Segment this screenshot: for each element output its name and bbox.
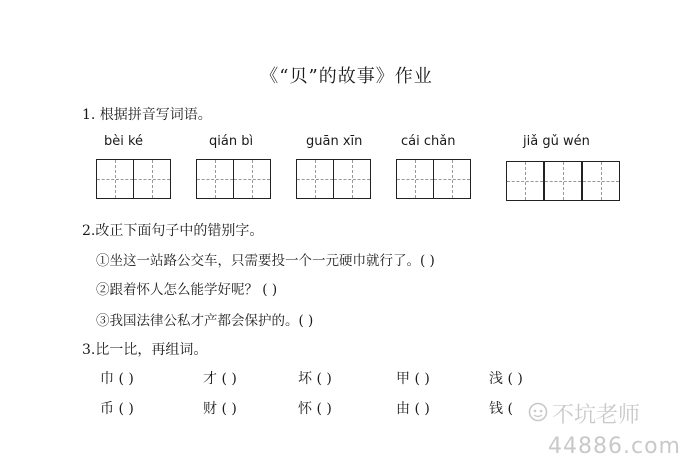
pinyin-1: bèi ké — [104, 134, 144, 149]
compare-word-8: 怀 ( ) — [298, 401, 332, 417]
sentence-3: ③我国法律公私才产都会保护的。( ) — [96, 313, 314, 329]
compare-word-1: 巾 ( ) — [100, 371, 134, 387]
compare-word-9: 由 ( ) — [396, 401, 430, 417]
grid-cell[interactable] — [296, 159, 334, 199]
compare-word-2: 才 ( ) — [203, 371, 237, 387]
grid-cell[interactable] — [582, 161, 620, 201]
watermark-line-2: 44886.com — [548, 434, 681, 459]
watermark-line-1: 不坑老师 — [552, 403, 641, 428]
compare-word-10: 钱 ( — [489, 401, 513, 417]
grid-cell[interactable] — [396, 159, 434, 199]
answer-grid-5[interactable] — [506, 161, 622, 201]
question-1-prompt: 1. 根据拼音写词语。 — [82, 107, 212, 123]
watermark-logo-icon — [528, 402, 548, 422]
compare-word-5: 浅 ( ) — [489, 371, 523, 387]
question-3-prompt: 3.比一比，再组词。 — [82, 342, 208, 358]
answer-grid-3[interactable] — [296, 159, 374, 199]
answer-grid-1[interactable] — [96, 159, 174, 199]
compare-word-4: 甲 ( ) — [396, 371, 430, 387]
page-title: 《“贝”的故事》作业 — [260, 66, 433, 87]
grid-cell[interactable] — [506, 161, 544, 201]
pinyin-4: cái chǎn — [401, 134, 456, 149]
grid-cell[interactable] — [233, 159, 271, 199]
question-2-prompt: 2.改正下面句子中的错别字。 — [82, 223, 264, 239]
grid-cell[interactable] — [333, 159, 371, 199]
pinyin-3: guān xīn — [306, 134, 363, 149]
grid-cell[interactable] — [433, 159, 471, 199]
compare-word-6: 币 ( ) — [100, 401, 134, 417]
compare-word-7: 财 ( ) — [203, 401, 237, 417]
sentence-1: ①坐这一站路公交车，只需要投一个一元硬巾就行了。( ) — [96, 253, 435, 269]
compare-word-3: 坏 ( ) — [298, 371, 332, 387]
pinyin-5: jiǎ gǔ wén — [523, 134, 590, 149]
grid-cell[interactable] — [196, 159, 234, 199]
grid-cell[interactable] — [544, 161, 582, 201]
answer-grid-2[interactable] — [196, 159, 274, 199]
grid-cell[interactable] — [96, 159, 134, 199]
sentence-2: ②跟着怀人怎么能学好呢？ ( ) — [96, 282, 278, 298]
answer-grid-4[interactable] — [396, 159, 474, 199]
pinyin-2: qián bì — [209, 134, 254, 149]
grid-cell[interactable] — [133, 159, 171, 199]
